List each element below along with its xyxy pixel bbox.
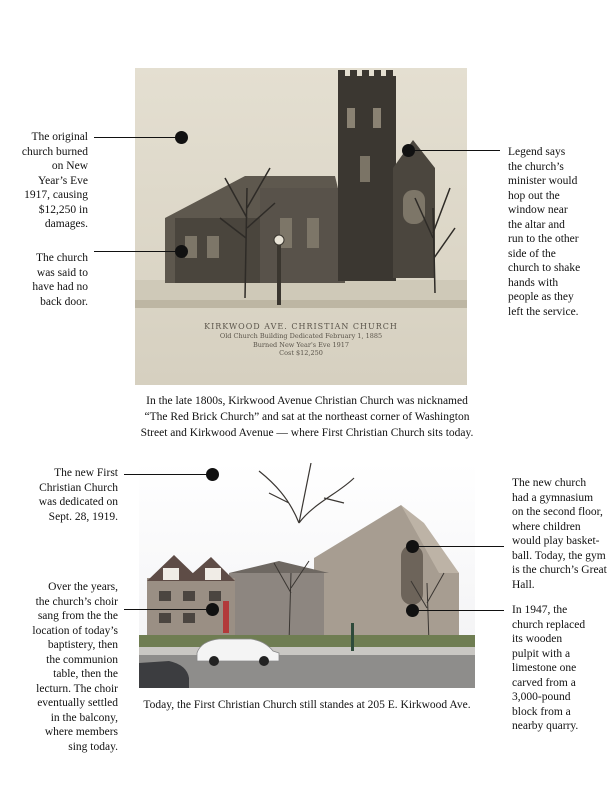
historic-print-caption <box>135 322 467 358</box>
note-pulpit-line: limestone one <box>512 662 577 674</box>
note-legend-line: the altar and <box>508 218 565 231</box>
note-gym-line: is the church’s Great <box>512 564 607 576</box>
note-gym <box>512 476 612 592</box>
note-legend-line: minister would <box>508 175 578 187</box>
note-pulpit-line: pulpit with a <box>512 647 571 660</box>
caption-bottom: Today, the First Christian Church still standes at 205 E. Kirkwood Ave. <box>143 699 471 711</box>
note-legend-line: Legend says <box>508 146 566 158</box>
note-pulpit-line: church replaced <box>512 618 586 631</box>
note-back-door-line: was said to <box>36 266 88 279</box>
note-legend-line: people as they <box>508 291 574 303</box>
leader-line-pulpit <box>416 610 504 611</box>
note-pulpit <box>512 603 612 734</box>
leader-line-dedicated <box>124 474 210 475</box>
note-gym-line: would play basket- <box>512 535 600 547</box>
print-caption-line3: Cost $12,250 <box>279 349 323 357</box>
print-caption-title: KIRKWOOD AVE. CHRISTIAN CHURCH <box>204 322 398 331</box>
note-burned-line: damages. <box>44 218 88 230</box>
note-pulpit-line: carved from a <box>512 676 576 689</box>
marker-dot-burned <box>175 131 188 144</box>
caption-top-line: Street and Kirkwood Avenue — where First Christian Church sits today. <box>140 427 474 439</box>
note-legend-line: church to shake <box>508 262 581 274</box>
note-gym-line: had a gymnasium <box>512 491 594 504</box>
note-choir-line: in the balcony, <box>50 711 118 724</box>
note-legend-line: left the service. <box>508 305 579 318</box>
note-choir-line: Over the years, <box>48 581 118 593</box>
note-burned-line: $12,250 in <box>38 203 88 216</box>
print-caption-line1: Old Church Building Dedicated February 1, 1885 <box>219 332 383 340</box>
note-choir <box>10 580 118 754</box>
note-choir-line: table, then the <box>53 668 118 680</box>
note-pulpit-line: nearby quarry. <box>512 720 579 732</box>
note-choir-line: baptistery, then <box>47 639 118 651</box>
note-gym-line: on the second floor, <box>512 506 603 518</box>
note-burned-line: Year’s Eve <box>37 174 88 187</box>
marker-dot-choir <box>206 603 219 616</box>
note-dedicated-line: Sept. 28, 1919. <box>48 510 118 523</box>
note-dedicated-line: Christian Church <box>39 481 118 494</box>
leader-line-back-door <box>94 251 182 252</box>
note-choir-line: where members <box>44 726 118 738</box>
note-legend-line: the church’s <box>508 160 564 173</box>
note-choir-line: sang from the the <box>37 610 118 622</box>
note-legend-line: window near <box>508 204 568 216</box>
note-gym-line: The new church <box>512 477 587 489</box>
note-pulpit-line: 3,000-pound <box>512 691 571 703</box>
note-gym-line: Hall. <box>512 578 535 591</box>
note-dedicated <box>10 466 118 524</box>
note-back-door-line: back door. <box>40 295 88 308</box>
note-legend-line: hop out the <box>508 189 560 202</box>
caption-top <box>110 393 504 441</box>
marker-dot-dedicated <box>206 468 219 481</box>
note-choir-line: eventually settled <box>37 697 118 709</box>
note-burned <box>20 130 88 232</box>
note-pulpit-line: its wooden <box>512 633 563 645</box>
leader-line-gym <box>416 546 504 547</box>
note-choir-line: the communion <box>46 653 118 666</box>
modern-church-photo <box>139 463 475 688</box>
note-gym-line: where children <box>512 520 581 533</box>
leader-line-choir <box>124 609 210 610</box>
note-choir-line: lecturn. The choir <box>36 682 118 695</box>
marker-dot-back-door <box>175 245 188 258</box>
print-caption-line2: Burned New Year's Eve 1917 <box>252 340 350 349</box>
note-choir-line: the church’s choir <box>35 595 118 608</box>
note-legend <box>508 145 608 319</box>
note-back-door-line: have had no <box>32 281 88 293</box>
note-burned-line: 1917, causing <box>24 189 88 201</box>
note-choir-line: location of today’s <box>32 624 118 637</box>
note-legend-line: side of the <box>508 247 556 260</box>
note-choir-line: sing today. <box>68 740 118 753</box>
note-back-door-line: The church <box>35 252 88 264</box>
note-legend-line: run to the other <box>508 233 579 245</box>
note-burned-line: church burned <box>21 145 88 158</box>
note-pulpit-line: block from a <box>512 705 571 718</box>
caption-top-line: “The Red Brick Church” and sat at the northeast corner of Washington <box>144 411 470 423</box>
note-back-door <box>20 251 88 309</box>
note-dedicated-line: was dedicated on <box>38 496 118 508</box>
leader-line-burned <box>94 137 182 138</box>
note-legend-line: hands with <box>508 276 559 289</box>
note-dedicated-line: The new First <box>54 467 118 479</box>
note-burned-line: on New <box>51 160 88 172</box>
leader-line-legend <box>412 150 500 151</box>
note-gym-line: ball. Today, the gym <box>512 549 606 562</box>
note-pulpit-line: In 1947, the <box>512 604 568 616</box>
note-burned-line: The original <box>31 131 88 143</box>
caption-top-line: In the late 1800s, Kirkwood Avenue Christian Church was nicknamed <box>146 395 468 407</box>
modern-church-illustration <box>139 463 475 688</box>
